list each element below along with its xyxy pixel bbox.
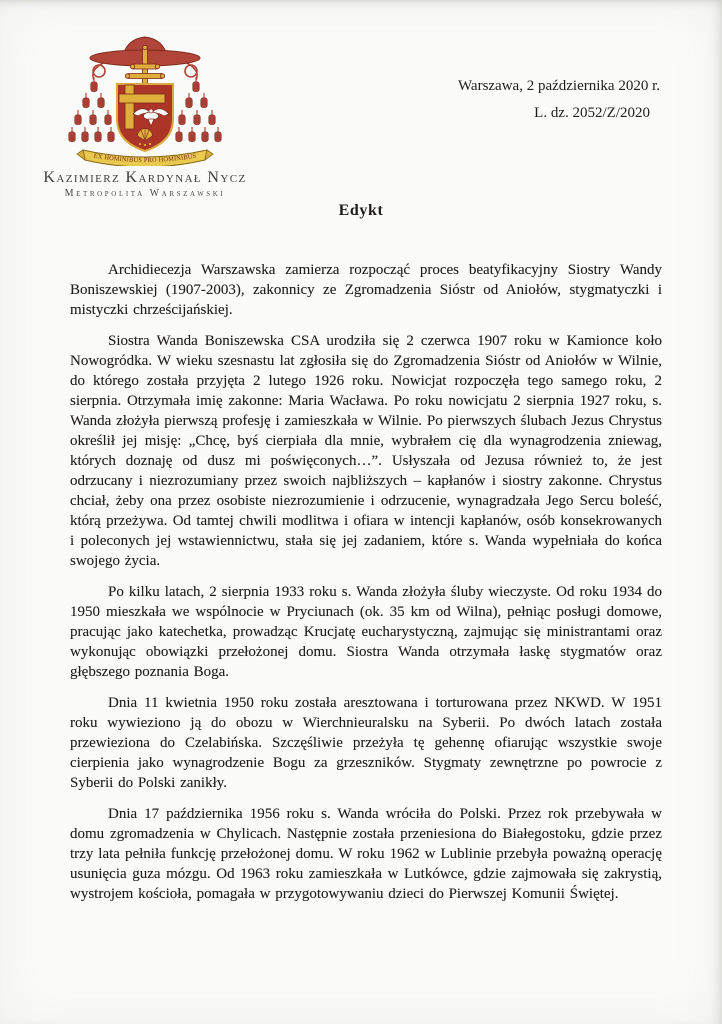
- sender-name: Kazimierz Kardynał Nycz: [43, 169, 247, 186]
- paragraph-intro: Archidiecezja Warszawska zamierza rozpocząć proces beatyfikacyjny Siostry Wandy Boniszewskiej (1907-2003), zakonnicy ze Zgromadzenia Sióstr od Aniołów, stygmatyczki i mistyczki chrześcijańskiej.: [70, 262, 662, 318]
- motto-scroll: [77, 150, 213, 166]
- letterhead: [35, 24, 255, 199]
- meta-block: [458, 78, 660, 122]
- paragraph-vows: Po kilku latach, 2 sierpnia 1933 roku s. Wanda złożyła śluby wieczyste. Od roku 1934 do 1950 mieszkała we wspólnocie w Pryciunach (ok. 35 km od Wilna), pełniąc posługi domowe, pracując jako katechetka, prowadząc Krucjatę eucharystyczną, zajmując się ministrantami oraz wykonując obowiązki przełożonej domu. Siostra Wanda otrzymała łaskę stygmatów oraz głębszego poznania Boga.: [70, 584, 662, 680]
- document-title: Edykt: [338, 202, 384, 219]
- paragraph-early-life: Siostra Wanda Boniszewska CSA urodziła się 2 czerwca 1907 roku w Kamionce koło Nowogródka. W wieku szesnastu lat zgłosiła się do Zgromadzenia Sióstr od Aniołów w Wilnie, do którego została przyjęta 2 lutego 1926 roku. Nowicjat rozpoczęła tego samego roku, 2 sierpnia. Otrzymała imię zakonne: Maria Wacława. Po roku nowicjatu 2 sierpnia 1927 roku, s. Wanda złożyła pierwszą profesję i zamieszkała w Wilnie. Po pierwszych ślubach Jezus Chrystus określił jej misję: „Chcę, byś cierpiała dla mnie, wybrałem cię dla wynagrodzenia zniewag, których doznaję od dusz mi poświęconych…”. Usłyszała od Jezusa również to, że jest odrzucany i niezrozumiany przez swoich najbliższych – kapłanów i siostry zakonne. Chrystus chciał, żeby ona przez osobiste niezrozumienie i odrzucenie, wynagradzała Jego Sercu boleść, którą przeżywa. Od tamtej chwili modlitwa i ofiara w intencji kapłanów, osób konsekrowanych i poleconych jej wstawiennictwu, stała się jej zadaniem, które s. Wanda wypełniała do końca swojego życia.: [70, 333, 662, 569]
- date-line: Warszawa, 2 października 2020 r.: [457, 78, 660, 94]
- sender-title: Metropolita Warszawski: [64, 188, 226, 199]
- paragraph-arrest: Dnia 11 kwietnia 1950 roku została aresztowana i torturowana przez NKWD. W 1951 roku wywieziono ją do obozu w Wierchnieuralsku na Syberii. Po dwóch latach została przewieziona do Czelabińska. Szczęśliwie przeżyła tę gehennę ofiarując wszystkie swoje cierpienia jako wynagrodzenie Bogu za grzeszników. Stygmaty zewnętrzne po powrocie z Syberii do Polski zanikły.: [70, 695, 662, 791]
- coat-of-arms-icon: [63, 24, 227, 166]
- document-body: [70, 260, 662, 915]
- tassels-right: [176, 77, 221, 142]
- tassels-left: [69, 77, 114, 142]
- motto-text: EX HOMINIBUS PRO HOMINIBUS: [93, 152, 197, 165]
- reference-number: L. dz. 2052/Z/2020: [534, 105, 650, 121]
- shield-icon: [117, 84, 173, 151]
- paragraph-return: Dnia 17 października 1956 roku s. Wanda wróciła do Polski. Przez rok przebywała w domu zgromadzenia w Chylicach. Następnie została przeniesiona do Białegostoku, gdzie przez trzy lata pełniła funkcję przełożonej domu. W roku 1962 w Lublinie przebyła poważną operację usunięcia guza mózgu. Od 1963 roku zamieszkała w Lutkówce, gdzie zajmowała się zakrystią, wystrojem kościoła, pomagała w przygotowywaniu dzieci do Pierwszej Komunii Świętej.: [70, 806, 662, 902]
